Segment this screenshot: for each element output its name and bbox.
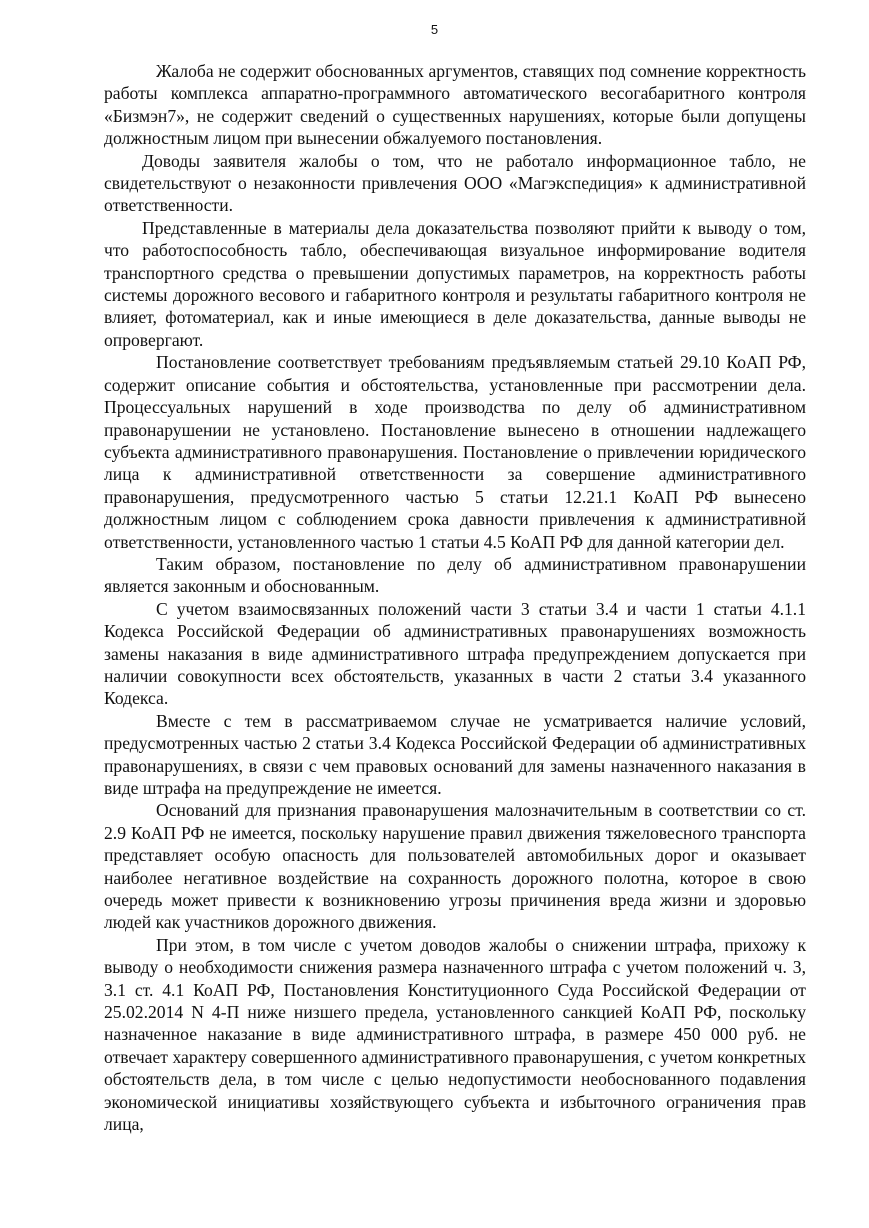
paragraph-1: Жалоба не содержит обоснованных аргументов, ставящих под сомнение корректность работы комплекса аппаратно-программного автоматического весогабаритного контроля «Бизмэн7», не содержит сведений о существенных нарушениях, которые были допущены должностным лицом при вынесении обжалуемого постановления. — [104, 61, 806, 149]
paragraph-9: При этом, в том числе с учетом доводов жалобы о снижении штрафа, прихожу к выводу о необходимости снижения размера назначенного штрафа с учетом положений ч. 3, 3.1 ст. 4.1 КоАП РФ, Постановления Конституционного Суда Российской Федерации от 25.02.2014 N 4-П ниже низшего предела, установленного санкцией КоАП РФ, поскольку назначенное наказание в виде административного штрафа, в размере 450 000 руб. не отвечает характеру совершенного административного правонарушения, с учетом конкретных обстоятельств дела, в том числе с целью недопустимости необоснованного подавления экономической инициативы хозяйствующего субъекта и избыточного ограничения прав лица, — [104, 934, 806, 1135]
paragraph-3: Представленные в материалы дела доказательства позволяют прийти к выводу о том, что работоспособность табло, обеспечивающая визуальное информирование водителя транспортного средства о превышении допустимых параметров, на корректность работы системы дорожного весового и габаритного контроля и результаты габаритного контроля не влияет, фотоматериал, как и иные имеющиеся в деле доказательства, данные выводы не опровергают. — [104, 217, 806, 350]
document-body — [104, 60, 806, 1136]
paragraph-2: Доводы заявителя жалобы о том, что не работало информационное табло, не свидетельствуют о незаконности привлечения ООО «Магэкспедиция» к административной ответственности. — [104, 150, 806, 216]
page-number: 5 — [430, 22, 439, 37]
paragraph-4: Постановление соответствует требованиям предъявляемым статьей 29.10 КоАП РФ, содержит описание события и обстоятельства, установленные при рассмотрении дела. Процессуальных нарушений в ходе производства по делу об административном правонарушении не установлено. Постановление вынесено в отношении надлежащего субъекта административного правонарушения. Постановление о привлечении юридического лица к административной ответственности за совершение административного правонарушения, предусмотренного частью 5 статьи 12.21.1 КоАП РФ вынесено должностным лицом с соблюдением срока давности привлечения к административной ответственности, установленного частью 1 статьи 4.5 КоАП РФ для данной категории дел. — [104, 352, 806, 552]
paragraph-8: Оснований для признания правонарушения малозначительным в соответствии со ст. 2.9 КоАП РФ не имеется, поскольку нарушение правил движения тяжеловесного транспорта представляет особую опасность для пользователей автомобильных дорог и оказывает наиболее негативное воздействие на сохранность дорожного полотна, которое в свою очередь может привести к возникновению угрозы причинения вреда жизни и здоровью людей как участников дорожного движения. — [104, 800, 806, 933]
paragraph-5: Таким образом, постановление по делу об административном правонарушении является законным и обоснованным. — [104, 553, 806, 597]
paragraph-6: С учетом взаимосвязанных положений части 3 статьи 3.4 и части 1 статьи 4.1.1 Кодекса Российской Федерации об административных правонарушениях возможность замены наказания в виде административного штрафа предупреждением допускается при наличии совокупности всех обстоятельств, указанных в части 2 статьи 3.4 указанного Кодекса. — [104, 598, 806, 709]
paragraph-7: Вместе с тем в рассматриваемом случае не усматривается наличие условий, предусмотренных частью 2 статьи 3.4 Кодекса Российской Федерации об административных правонарушениях, в связи с чем правовых оснований для замены назначенного наказания в виде штрафа на предупреждение не имеется. — [104, 710, 806, 798]
